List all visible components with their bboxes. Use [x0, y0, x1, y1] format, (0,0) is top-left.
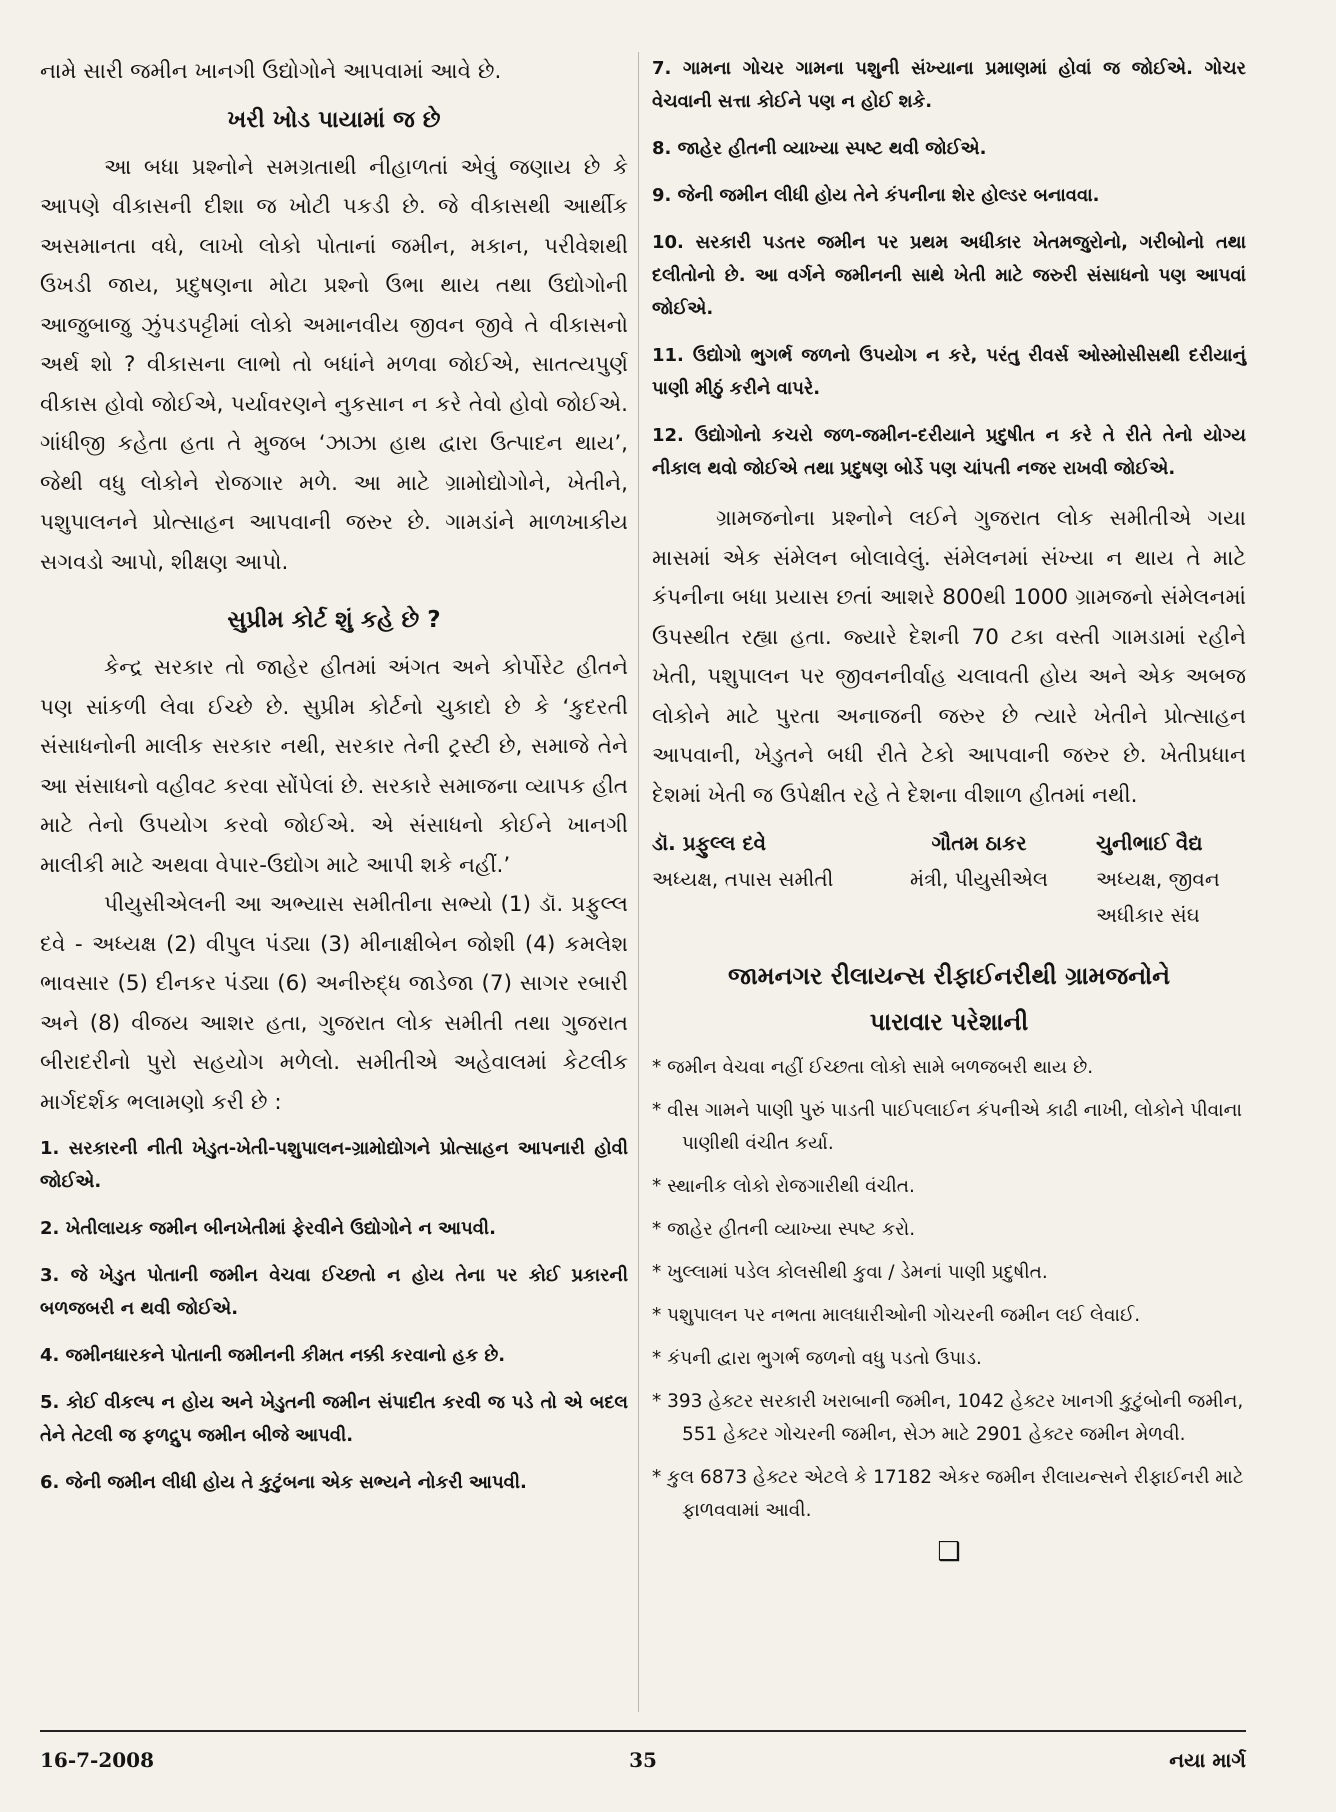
signatory-name: ચુનીભાઈ વૈદ્ય — [1096, 831, 1203, 855]
signatory — [1096, 825, 1246, 933]
bullet-item: * પશુપાલન પર નભતા માલધારીઓની ગોચરની જમીન લઈ લેવાઈ. — [652, 1305, 1141, 1326]
right-column — [652, 52, 1246, 1567]
section-heading-root-cause: ખરી ખોડ પાયામાં જ છે — [227, 106, 441, 133]
recommendation-item: 9. જેની જમીન લીધી હોય તેને કંપનીના શેર હોલ્ડર બનાવવા. — [652, 185, 1100, 206]
bullet-item: * જાહેર હીતની વ્યાખ્યા સ્પષ્ટ કરો. — [652, 1219, 916, 1240]
box-heading-line1: જામનગર રીલાયન્સ રીફાઈનરીથી ગ્રામજનોને — [728, 962, 1170, 990]
paragraph-development: આ બધા પ્રશ્નોને સમગ્રતાથી નીહાળતાં એવું જણાય છે કે આપણે વીકાસની દીશા જ ખોટી પકડી છે. જે વીકાસથી આર્થીક અસમાનતા વધે, લાખો લોકો પોતાનાં જમીન, મકાન, પરીવેશથી ઉખડી જાય, પ્રદુષણના મોટા પ્રશ્નો ઉભા થાય તથા ઉદ્યોગોની આજુબાજુ ઝુંપડપટ્ટીમાં લોકો અમાનવીય જીવન જીવે તે વીકાસનો અર્થ શો ? વીકાસના લાભો તો બધાંને મળવા જોઈએ, સાતત્યપુર્ણ વીકાસ હોવો જોઈએ, પર્યાવરણને નુકસાન ન કરે તેવો હોવો જોઈએ. ગાંધીજી કહેતા હતા તે મુજબ ‘ઝાઝા હાથ દ્વારા ઉત્પાદન થાય’, જેથી વધુ લોકોને રોજગાર મળે. આ માટે ગ્રામોદ્યોગોને, ખેતીને, પશુપાલનને પ્રોત્સાહન આપવાની જરુર છે. ગામડાંને માળખાકીય સગવડો આપો, શીક્ષણ આપો. — [40, 154, 628, 575]
bullet-list — [652, 1051, 1246, 1527]
page-number: 35 — [629, 1748, 657, 1772]
recommendation-item: 3. જે ખેડુત પોતાની જમીન વેચવા ઈચ્છતો ન હોય તેના પર કોઈ પ્રકારની બળજબરી ન થવી જોઈએ. — [40, 1265, 628, 1319]
intro-line: નામે સારી જમીન ખાનગી ઉદ્યોગોને આપવામાં આવે છે. — [40, 59, 502, 84]
issue-date: 16-7-2008 — [40, 1748, 155, 1772]
recommendations-list-left — [40, 1132, 628, 1499]
magazine-name: નયા માર્ગ — [1169, 1748, 1246, 1772]
bullet-item: * કંપની દ્વારા ભુગર્ભ જળનો વધુ પડતો ઉપાડ. — [652, 1348, 982, 1369]
bullet-item: * વીસ ગામને પાણી પુરું પાડતી પાઈપલાઈન કંપનીએ કાઢી નાખી, લોકોને પીવાના પાણીથી વંચીત કર્યા. — [652, 1100, 1242, 1154]
signatory-role: અધ્યક્ષ, જીવન અધીકાર સંઘ — [1096, 867, 1220, 927]
signatures-row — [652, 825, 1246, 933]
paragraph-gathering: ગ્રામજનોના પ્રશ્નોને લઈને ગુજરાત લોક સમીતીએ ગયા માસમાં એક સંમેલન બોલાવેલું. સંમેલનમાં સંખ્યા ન થાય તે માટે કંપનીના બધા પ્રયાસ છતાં આશરે 800થી 1000 ગ્રામજનો સંમેલનમાં ઉપસ્થીત રહ્યા હતા. જ્યારે દેશની 70 ટકા વસ્તી ગામડામાં રહીને ખેતી, પશુપાલન પર જીવનનીર્વાહ ચલાવતી હોય અને એક અબજ લોકોને માટે પુરતા અનાજની જરુર છે ત્યારે ખેતીને પ્રોત્સાહન આપવાની, ખેડુતને બધી રીતે ટેકો આપવાની જરુર છે. ખેતીપ્રધાન દેશમાં ખેતી જ ઉપેક્ષીત રહે તે દેશના વીશાળ હીતમાં નથી. — [652, 506, 1246, 808]
recommendation-item: 11. ઉદ્યોગો ભુગર્ભ જળનો ઉપયોગ ન કરે, પરંતુ રીવર્સ ઓસ્મોસીસથી દરીયાનું પાણી મીઠું કરીને વાપરે. — [652, 345, 1246, 399]
recommendation-item: 8. જાહેર હીતની વ્યાખ્યા સ્પષ્ટ થવી જોઈએ. — [652, 138, 987, 159]
recommendation-item: 7. ગામના ગોચર ગામના પશુની સંખ્યાના પ્રમાણમાં હોવાં જ જોઈએ. ગોચર વેચવાની સત્તા કોઈને પણ ન હોઈ શકે. — [652, 58, 1246, 112]
signatory — [894, 825, 1064, 933]
footer-rule — [40, 1730, 1246, 1732]
signatory-name: ડૉ. પ્રફુલ્લ દવે — [652, 831, 767, 855]
recommendation-item: 12. ઉદ્યોગોનો કચરો જળ-જમીન-દરીયાને પ્રદુષીત ન કરે તે રીતે તેનો યોગ્ય નીકાલ થવો જોઈએ તથા પ્રદુષણ બોર્ડે પણ ચાંપતી નજર રાખવી જોઈએ. — [652, 425, 1246, 479]
box-heading-line2: પારાવાર પરેશાની — [869, 1008, 1029, 1036]
paragraph-supreme-court: કેન્દ્ર સરકાર તો જાહેર હીતમાં અંગત અને કોર્પોરેટ હીતને પણ સાંકળી લેવા ઈચ્છે છે. સુપ્રીમ કોર્ટનો ચુકાદો છે કે ‘કુદરતી સંસાધનોની માલીક સરકાર નથી, સરકાર તેની ટ્રસ્ટી છે, સમાજે તેને આ સંસાધનો વહીવટ કરવા સોંપેલાં છે. સરકારે સમાજના વ્યાપક હીત માટે તેનો ઉપયોગ કરવો જોઈએ. એ સંસાધનો કોઈને ખાનગી માલીકી માટે અથવા વેપાર-ઉદ્યોગ માટે આપી શકે નહીં.’ — [40, 655, 628, 878]
end-of-article-icon: ❑ — [937, 1537, 961, 1567]
reliance-box — [652, 953, 1246, 1567]
bullet-item: * કુલ 6873 હેક્ટર એટલે કે 17182 એકર જમીન રીલાયન્સને રીફાઈનરી માટે ફાળવવામાં આવી. — [652, 1467, 1244, 1521]
signatory-role: અધ્યક્ષ, તપાસ સમીતી — [652, 867, 834, 891]
paragraph-committee: પીયુસીએલની આ અભ્યાસ સમીતીના સભ્યો (1) ડૉ. પ્રફુલ્લ દવે - અધ્યક્ષ (2) વીપુલ પંડ્યા (3) મીનાક્ષીબેન જોશી (4) કમલેશ ભાવસાર (5) દીનકર પંડ્યા (6) અનીરુદ્ધ જાડેજા (7) સાગર રબારી અને (8) વીજય આશર હતા, ગુજરાત લોક સમીતી તથા ગુજરાત બીરાદરીનો પુરો સહયોગ મળેલો. સમીતીએ અહેવાલમાં કેટલીક માર્ગદર્શક ભલામણો કરી છે : — [40, 892, 628, 1115]
recommendation-item: 4. જમીનધારકને પોતાની જમીનની કીમત નક્કી કરવાનો હક છે. — [40, 1345, 506, 1366]
column-divider — [638, 52, 639, 1712]
recommendation-item: 5. કોઈ વીકલ્પ ન હોય અને ખેડુતની જમીન સંપાદીત કરવી જ પડે તો એ બદલ તેને તેટલી જ ફળદ્રુપ જમીન બીજે આપવી. — [40, 1392, 628, 1446]
left-column — [40, 52, 628, 1513]
signatory — [652, 825, 862, 933]
recommendation-item: 1. સરકારની નીતી ખેડુત-ખેતી-પશુપાલન-ગ્રામોદ્યોગને પ્રોત્સાહન આપનારી હોવી જોઈએ. — [40, 1138, 628, 1192]
recommendation-item: 6. જેની જમીન લીધી હોય તે કુટુંબના એક સભ્યને નોકરી આપવી. — [40, 1472, 527, 1493]
recommendation-item: 2. ખેતીલાયક જમીન બીનખેતીમાં ફેરવીને ઉદ્યોગોને ન આપવી. — [40, 1218, 496, 1239]
bullet-item: * જમીન વેચવા નહીં ઈચ્છતા લોકો સામે બળજબરી થાય છે. — [652, 1057, 1094, 1078]
bullet-item: * સ્થાનીક લોકો રોજગારીથી વંચીત. — [652, 1176, 915, 1197]
recommendation-item: 10. સરકારી પડતર જમીન પર પ્રથમ અધીકાર ખેતમજુરોનો, ગરીબોનો તથા દલીતોનો છે. આ વર્ગને જમીનની સાથે ખેતી માટે જરુરી સંસાધનો પણ આપવાં જોઈએ. — [652, 232, 1246, 319]
signatory-name: ગૌતમ ઠાકર — [931, 831, 1027, 855]
section-heading-supreme-court: સુપ્રીમ કોર્ટ શું કહે છે ? — [227, 607, 441, 633]
recommendations-list-right — [652, 52, 1246, 485]
signatory-role: મંત્રી, પીયુસીએલ — [909, 867, 1049, 891]
bullet-item: * ખુલ્લામાં પડેલ કોલસીથી કુવા / ડેમનાં પાણી પ્રદુષીત. — [652, 1262, 1048, 1283]
bullet-item: * 393 હેક્ટર સરકારી ખરાબાની જમીન, 1042 હેક્ટર ખાનગી કુટુંબોની જમીન, 551 હેક્ટર ગોચરની જમીન, સેઝ માટે 2901 હેક્ટર જમીન મેળવી. — [652, 1391, 1244, 1445]
